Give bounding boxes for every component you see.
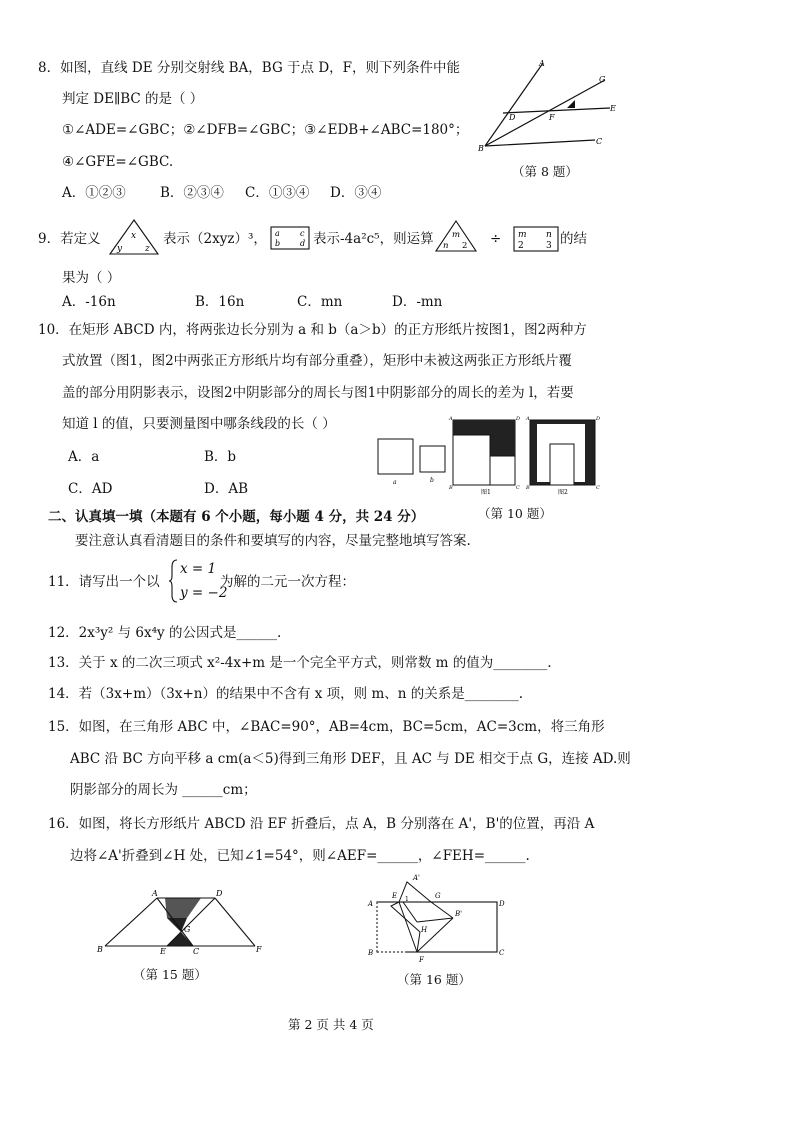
q10-label-b: b <box>430 477 434 484</box>
q13-text: 13．关于 x 的二次三项式 x²-4x+m 是一个完全平方式，则常数 m 的值为________. <box>48 655 552 671</box>
q16-label-ap: A' <box>413 874 420 882</box>
q10-fig2-label-d: D <box>596 416 601 422</box>
q16-label-f: F <box>419 956 424 964</box>
q11-eq2: y = −2 <box>180 585 228 601</box>
q10-option-d: D．AB <box>204 481 248 497</box>
q10-option-b: B．b <box>204 449 237 465</box>
q9-line2: 果为（ ） <box>62 270 121 286</box>
q8-line2: 判定 DE∥BC 的是（ ） <box>62 91 204 107</box>
q11-brace <box>168 559 178 603</box>
q9-divide: ÷ <box>490 231 502 247</box>
q15-label-d: D <box>216 889 223 898</box>
q8-label-d: D <box>509 113 516 122</box>
q16-caption: （第 16 题） <box>397 972 471 987</box>
q15-label-b: B <box>97 945 103 954</box>
q10-line3: 盖的部分用阴影表示，设图2中阴影部分的周长与图1中阴影部分的周长的差为 l，若要 <box>62 385 574 401</box>
q8-figure <box>475 58 635 158</box>
q8-label-g: G <box>599 75 606 84</box>
q14-text: 14．若（3x+m）（3x+n）的结果中不含有 x 项，则 m、n 的关系是________. <box>48 686 524 702</box>
q9-tri2-top: m <box>452 230 461 240</box>
q9-option-c: C．mn <box>297 294 343 310</box>
q9-tri2-left: n <box>443 241 449 251</box>
q9-tri2-right: 2 <box>462 241 468 251</box>
q9-box1-br: d <box>300 239 306 248</box>
q9-box1-tl: a <box>275 229 280 238</box>
q9-box2-tl: m <box>518 230 527 240</box>
q15-line1: 15．如图，在三角形 ABC 中，∠BAC=90°，AB=4cm，BC=5cm，AC=3cm，将三角形 <box>48 719 605 735</box>
q8-label-e: E <box>610 104 616 113</box>
q10-fig2-label-b: B <box>526 485 530 491</box>
q9-box1-tr: c <box>300 229 305 238</box>
q11-text: 11．请写出一个以 <box>48 574 160 590</box>
q9-box2-br: 3 <box>546 241 552 251</box>
q9-tri1-top: x <box>131 231 137 241</box>
q10-fig1-label-c: C <box>516 485 520 491</box>
q16-label-c: C <box>499 949 505 957</box>
section2-note: 要注意认真看清题目的条件和要填写的内容，尽量完整地填写答案. <box>75 533 471 549</box>
q10-label-a: a <box>393 479 397 486</box>
q9-triangle-1 <box>108 218 160 256</box>
q10-caption: （第 10 题） <box>478 506 552 521</box>
q12-text: 12．2x³y² 与 6x⁴y 的公因式是______. <box>48 625 282 641</box>
q16-figure <box>365 872 515 964</box>
q10-option-c: C．AD <box>68 481 113 497</box>
q10-fig1-label-b: B <box>449 485 453 491</box>
q10-fig1-label-d: D <box>516 416 521 422</box>
q16-label-b: B <box>368 949 374 957</box>
q16-label-a: A <box>368 900 374 908</box>
q15-label-c: C <box>193 947 200 956</box>
q10-fig1-label: 图1 <box>481 489 491 496</box>
q16-line1: 16．如图，将长方形纸片 ABCD 沿 EF 折叠后，点 A，B 分别落在 A'，B'的位置，再沿 A <box>48 816 595 832</box>
q10-figure <box>375 414 605 496</box>
q9-box2-tr: n <box>546 230 552 240</box>
page-footer: 第 2 页 共 4 页 <box>288 1017 374 1032</box>
q8-line4: ④∠GFE=∠GBC. <box>62 154 174 170</box>
q15-line2: ABC 沿 BC 方向平移 a cm(a＜5)得到三角形 DEF，且 AC 与 DE 相交于点 G，连接 AD.则 <box>70 751 631 767</box>
q8-option-b: B．②③④ <box>160 185 224 201</box>
q15-figure <box>95 888 270 958</box>
q16-label-one: 1 <box>405 896 409 903</box>
q8-option-a: A．①②③ <box>62 185 126 201</box>
q15-label-a: A <box>152 889 158 898</box>
q8-option-c: C．①③④ <box>245 185 310 201</box>
q8-label-f: F <box>549 113 555 122</box>
q8-caption: （第 8 题） <box>512 164 578 179</box>
q16-line2: 边将∠A'折叠到∠H 处，已知∠1=54°，则∠AEF=______，∠FEH=______. <box>70 848 530 864</box>
q9-option-a: A．-16n <box>62 294 116 310</box>
q8-label-b: B <box>478 144 484 153</box>
q16-label-h: H <box>421 926 428 934</box>
q8-option-d: D．③④ <box>330 185 382 201</box>
q16-label-bp: B' <box>455 910 463 918</box>
q10-line2: 式放置（图1，图2中两张正方形纸片均有部分重叠），矩形中未被这两张正方形纸片覆 <box>62 353 572 369</box>
q8-label-c: C <box>596 137 603 146</box>
q9-box2-bl: 2 <box>518 241 524 251</box>
q15-caption: （第 15 题） <box>133 967 207 982</box>
q10-option-a: A．a <box>68 449 100 465</box>
q9-triangle-2 <box>434 219 478 253</box>
q10-fig2-label-a: A <box>526 416 530 422</box>
q11-eq1: x = 1 <box>180 561 217 577</box>
q10-line4: 知道 l 的值，只要测量图中哪条线段的长（ ） <box>62 416 336 432</box>
q15-label-e: E <box>160 947 166 956</box>
q9-prefix: 9．若定义 <box>38 231 101 247</box>
q15-label-g: G <box>184 925 191 934</box>
q9-suffix: 的结 <box>560 231 587 247</box>
q9-box1-bl: b <box>275 239 281 248</box>
q9-tri1-left: y <box>117 244 123 254</box>
q16-label-g: G <box>435 892 441 900</box>
q15-label-f: F <box>256 945 262 954</box>
q8-label-a: A <box>539 59 545 68</box>
q9-def1: 表示（2xyz）³， <box>163 231 267 247</box>
q15-line3: 阴影部分的周长为 ______cm； <box>70 782 257 798</box>
q10-fig1-label-a: A <box>449 416 453 422</box>
q10-fig2-label: 图2 <box>558 489 568 496</box>
q8-line1: 8．如图，直线 DE 分别交射线 BA，BG 于点 D，F，则下列条件中能 <box>38 60 461 76</box>
q16-label-e: E <box>392 892 398 900</box>
q9-tri1-right: z <box>145 244 150 254</box>
q9-option-d: D．-mn <box>392 294 443 310</box>
q9-box-1 <box>270 226 310 250</box>
q10-line1: 10．在矩形 ABCD 内，将两张边长分别为 a 和 b（a＞b）的正方形纸片按图1，图2两种方 <box>38 322 587 338</box>
q8-line3: ①∠ADE=∠GBC；②∠DFB=∠GBC；③∠EDB+∠ABC=180°； <box>62 122 469 138</box>
q9-def2: 表示-4a²c⁵，则运算 <box>313 231 434 247</box>
q10-fig2-label-c: C <box>596 485 600 491</box>
q9-box-2 <box>513 226 559 252</box>
q9-option-b: B．16n <box>195 294 245 310</box>
section2-title: 二、认真填一填（本题有 6 个小题，每小题 4 分，共 24 分） <box>48 509 425 525</box>
q11-suffix: 为解的二元一次方程： <box>220 574 355 590</box>
q16-label-d: D <box>499 900 505 908</box>
